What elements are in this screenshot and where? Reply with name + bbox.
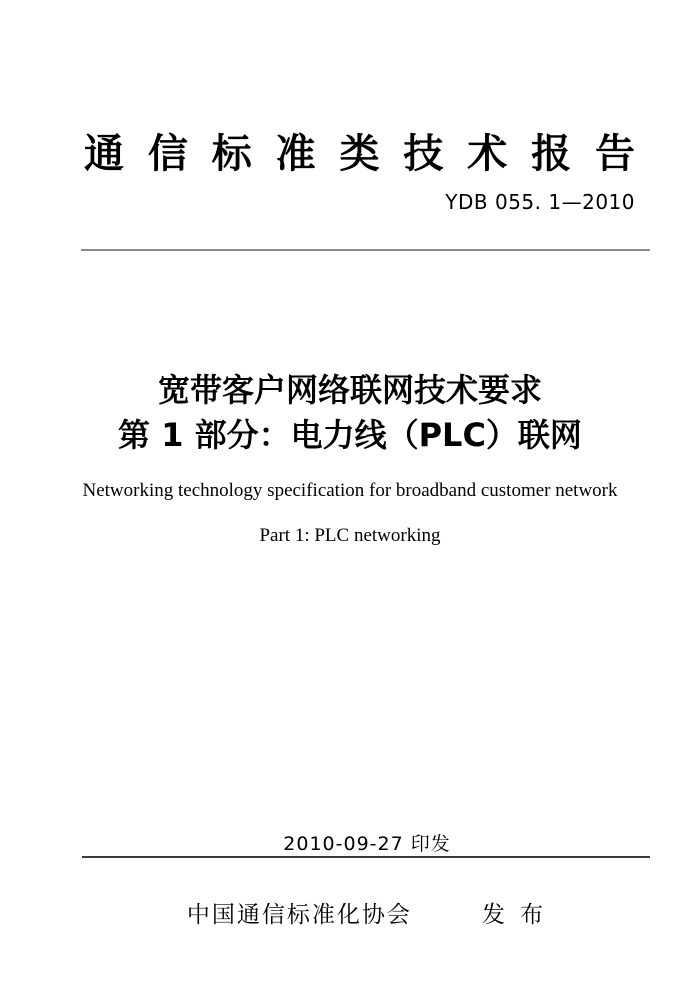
main-title (0, 368, 700, 458)
header-divider-rule (81, 249, 650, 251)
english-part-title: Part 1: PLC networking (259, 525, 441, 546)
category-title: 通 信 标 准 类 技 术 报 告 (84, 131, 635, 177)
main-title-line2: 第 1 部分：电力线（PLC）联网 (118, 416, 582, 454)
footer-divider-rule (82, 856, 650, 858)
doc-number: YDB 055. 1—2010 (445, 190, 635, 214)
publisher-name: 中国通信标准化协会 (186, 902, 412, 928)
main-title-line1: 宽带客户网络联网技术要求 (157, 371, 542, 409)
release-label: 发 布 (481, 902, 548, 928)
publisher-row (84, 896, 650, 929)
issue-date: 2010-09-27 印发 (283, 833, 451, 855)
english-title: Networking technology specification for broadband customer network (82, 480, 618, 501)
